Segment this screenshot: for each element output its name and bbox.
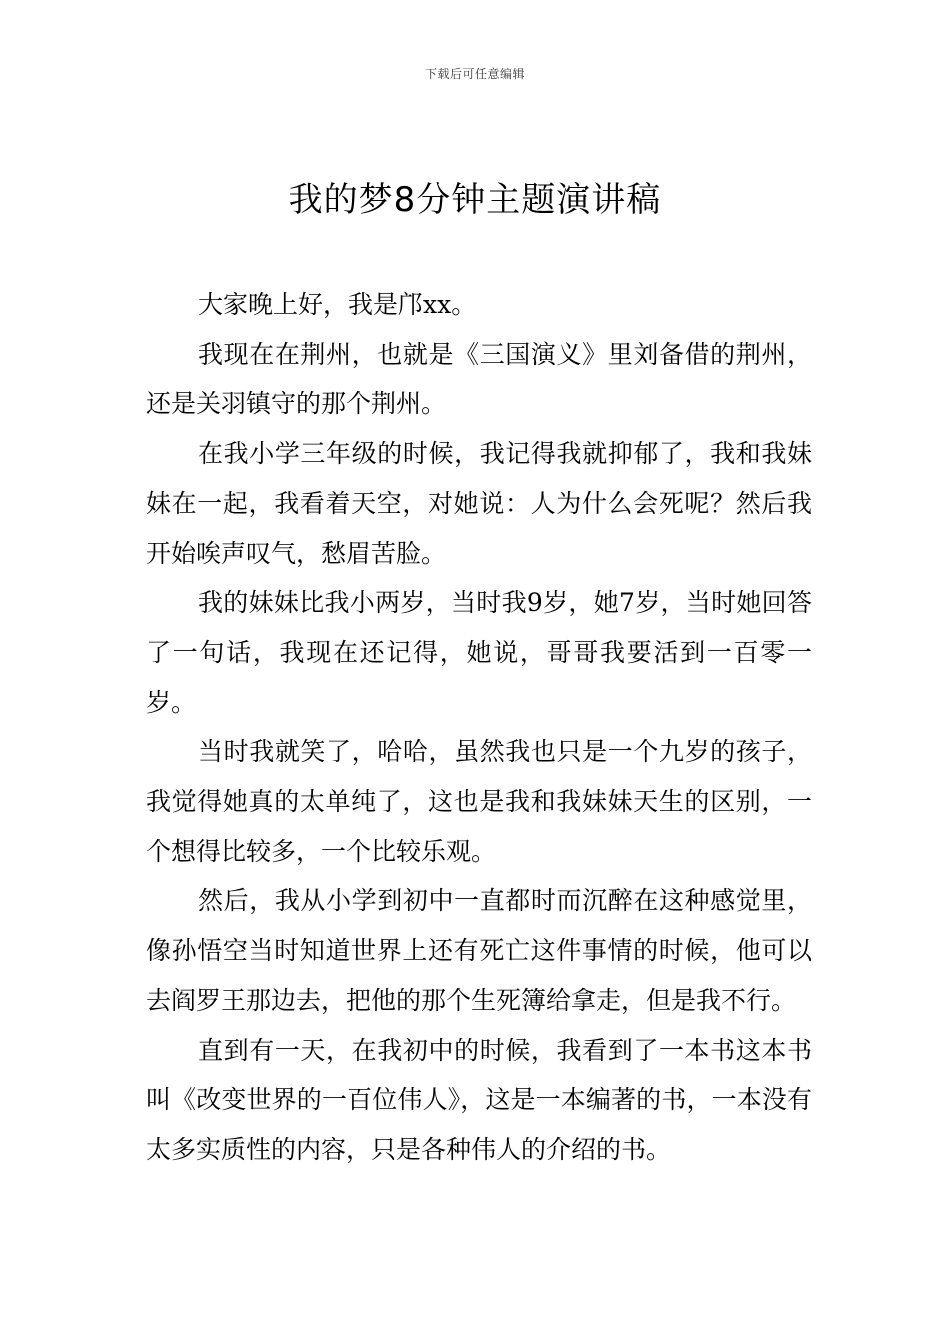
paragraph: 我的妹妹比我小两岁，当时我9岁，她7岁，当时她回答了一句话，我现在还记得，她说，哥哥我要活到一百零一岁。 — [146, 588, 812, 717]
speech-body — [146, 280, 812, 1175]
paragraph: 大家晚上好，我是邝xx。 — [198, 290, 477, 319]
paragraph: 直到有一天，在我初中的时候，我看到了一本书这本书叫《改变世界的一百位伟人》，这是一本编著的书，一本没有太多实质性的内容，只是各种伟人的介绍的书。 — [146, 1035, 812, 1164]
paragraph: 然后，我从小学到初中一直都时而沉醉在这种感觉里，像孙悟空当时知道世界上还有死亡这件事情的时候，他可以去阎罗王那边去，把他的那个生死簿给拿走，但是我不行。 — [146, 886, 812, 1015]
paragraph: 在我小学三年级的时候，我记得我就抑郁了，我和我妹妹在一起，我看着天空，对她说：人为什么会死呢？然后我开始唉声叹气，愁眉苦脸。 — [146, 439, 812, 568]
header-note: 下载后可任意编辑 — [424, 67, 525, 81]
paragraph: 我现在在荆州，也就是《三国演义》里刘备借的荆州，还是关羽镇守的那个荆州。 — [146, 339, 812, 419]
page-title: 我的梦8分钟主题演讲稿 — [288, 180, 662, 220]
paragraph: 当时我就笑了，哈哈，虽然我也只是一个九岁的孩子，我觉得她真的太单纯了，这也是我和我妹妹天生的区别，一个想得比较多，一个比较乐观。 — [146, 737, 812, 866]
